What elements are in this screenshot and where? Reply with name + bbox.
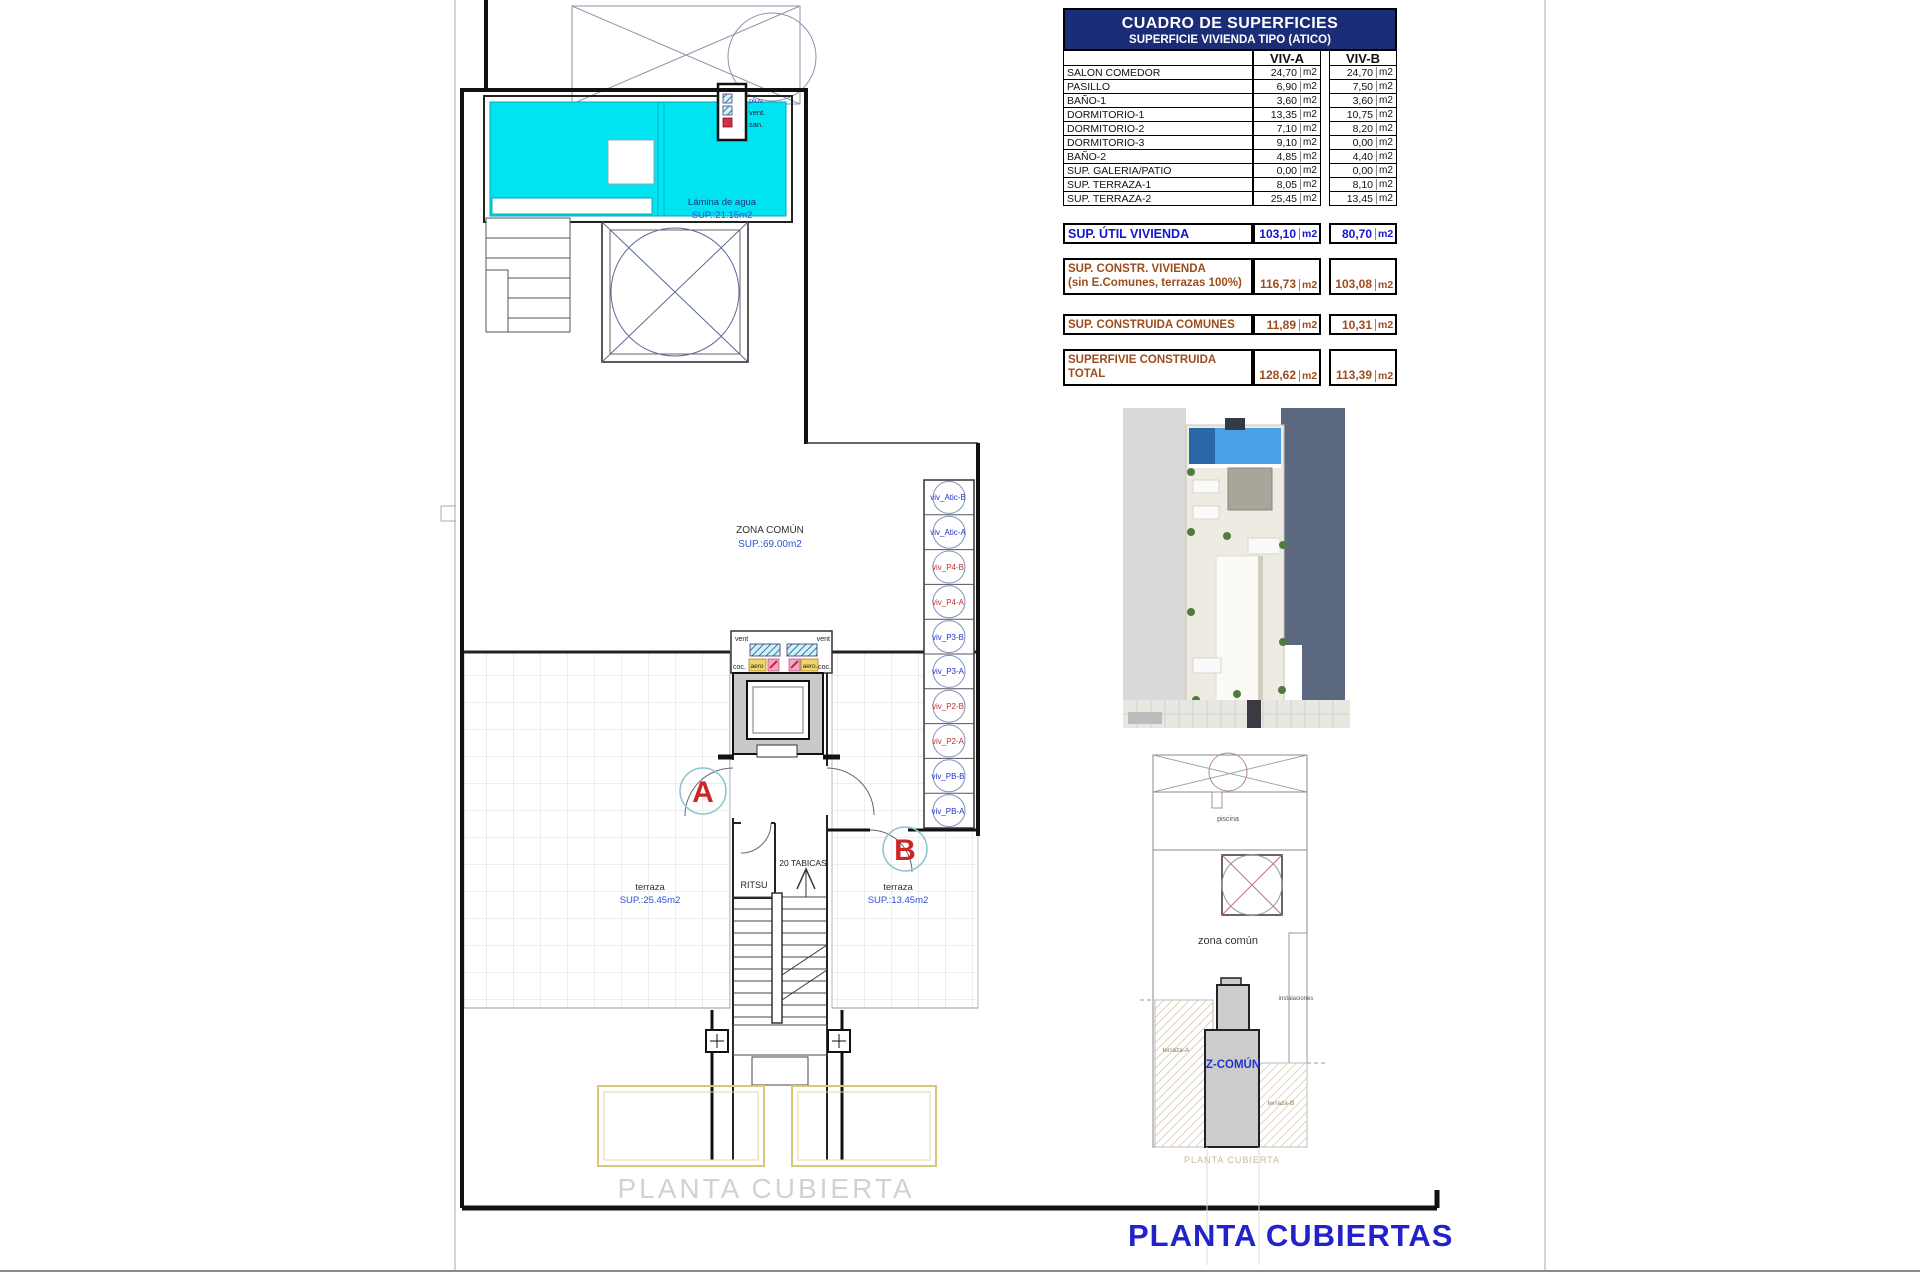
table-row — [1063, 121, 1397, 136]
row-label: SUP. ÚTIL VIVIENDA — [1063, 223, 1253, 244]
cell-a: 3,60 m2 — [1253, 93, 1321, 108]
cell-b: 10,31 m2 — [1329, 314, 1397, 335]
surface-table-header — [1063, 8, 1397, 51]
legend-vent-label: vent. — [749, 108, 766, 117]
keyplan-z-comun-label: Z-COMÚN — [1205, 1059, 1261, 1071]
table-row — [1063, 79, 1397, 94]
surface-table — [1063, 8, 1397, 386]
pluv-icon — [723, 94, 732, 103]
elevator — [733, 673, 823, 757]
cell-a: 13,35 m2 — [1253, 107, 1321, 122]
keyplan-instalaciones-label: instalaciones — [1278, 996, 1314, 1002]
legend-san-label: san. — [749, 120, 764, 129]
cell-a: 103,10 m2 — [1253, 223, 1321, 244]
cell-a: 7,10 m2 — [1253, 121, 1321, 136]
terraza-b-label: terraza — [883, 882, 913, 893]
riser-label: viv_P2-B — [931, 702, 965, 711]
vent-label: vent — [735, 636, 749, 643]
door-b-letter: B — [894, 834, 916, 867]
key-plan — [1140, 753, 1325, 1265]
column-viv-b: VIV-B — [1329, 50, 1397, 66]
cell-b: 8,20 m2 — [1329, 121, 1397, 136]
keyplan-caption: PLANTA CUBIERTA — [1183, 1155, 1281, 1165]
column-markers — [706, 1030, 850, 1052]
row-label: SUP. CONSTRUIDA COMUNES — [1063, 314, 1253, 335]
ritsu-room — [733, 823, 775, 898]
table-column-header-row — [1063, 50, 1397, 66]
table-row — [1063, 177, 1397, 192]
terrace-grids — [464, 652, 978, 1008]
cell-b: 0,00 m2 — [1329, 135, 1397, 150]
cell-a: 11,89 m2 — [1253, 314, 1321, 335]
table-row — [1063, 149, 1397, 164]
row-label: SALON COMEDOR — [1063, 65, 1253, 80]
riser-label: viv_P3-A — [931, 667, 965, 676]
keyplan-terraza-b-label: terraza-B — [1267, 1100, 1295, 1107]
pool-area-label: SUP.:21.15m2 — [691, 210, 753, 221]
coc-label: coc. — [818, 664, 831, 671]
table-row — [1063, 93, 1397, 108]
row-label: BAÑO-2 — [1063, 149, 1253, 164]
cell-a: 24,70 m2 — [1253, 65, 1321, 80]
comunes-total-row — [1063, 314, 1397, 335]
riser-shaft — [924, 480, 974, 828]
vent-label: vent — [816, 636, 830, 643]
cell-a: 116,73 m2 — [1253, 258, 1321, 295]
cell-a: 128,62 m2 — [1253, 349, 1321, 386]
san-icon — [723, 118, 732, 127]
riser-label: viv_Atic-B — [930, 493, 966, 502]
column-spacer — [1063, 50, 1253, 66]
riser-label: viv_P3-B — [931, 633, 965, 642]
riser-label: viv_P4-B — [931, 563, 965, 572]
table-row — [1063, 163, 1397, 178]
cell-a: 0,00 m2 — [1253, 163, 1321, 178]
riser-label: viv_P4-A — [931, 598, 965, 607]
row-label: SUPERFIVIE CONSTRUIDA TOTAL — [1063, 349, 1253, 386]
cell-a: 6,90 m2 — [1253, 79, 1321, 94]
table-subtitle: SUPERFICIE VIVIENDA TIPO (ATICO) — [1129, 34, 1331, 46]
aero-label: aero — [750, 663, 764, 670]
render-skylight — [1228, 468, 1272, 510]
row-label: DORMITORIO-3 — [1063, 135, 1253, 150]
legend-pluv-label: pluv. — [749, 96, 765, 105]
table-row — [1063, 65, 1397, 80]
row-label: SUP. CONSTR. VIVIENDA (sin E.Comunes, terrazas 100%) — [1063, 258, 1253, 295]
row-label: PASILLO — [1063, 79, 1253, 94]
tabicas-label: 20 TABICAS — [779, 858, 827, 868]
aero-label: aero. — [802, 663, 818, 670]
door-a-letter: A — [692, 776, 714, 809]
cell-a: 4,85 m2 — [1253, 149, 1321, 164]
cell-b: 8,10 m2 — [1329, 177, 1397, 192]
cell-b: 113,39 m2 — [1329, 349, 1397, 386]
terraza-a-label: terraza — [635, 882, 665, 893]
constr-total-row — [1063, 258, 1397, 295]
cell-a: 25,45 m2 — [1253, 191, 1321, 206]
terraza-b-area: SUP.:13.45m2 — [867, 895, 929, 906]
row-label: SUP. TERRAZA-1 — [1063, 177, 1253, 192]
cell-b: 7,50 m2 — [1329, 79, 1397, 94]
table-title: CUADRO DE SUPERFICIES — [1121, 15, 1339, 32]
row-label: DORMITORIO-2 — [1063, 121, 1253, 136]
grand-total-row — [1063, 349, 1397, 386]
keyplan-zona-comun-label: zona común — [1198, 935, 1258, 947]
table-row — [1063, 107, 1397, 122]
left-storage — [486, 218, 570, 332]
row-label: DORMITORIO-1 — [1063, 107, 1253, 122]
riser-label: viv_P2-A — [931, 737, 965, 746]
vent-duct-icon — [787, 644, 817, 656]
plan-watermark: PLANTA CUBIERTA — [617, 1173, 915, 1204]
render-3d — [1123, 408, 1350, 728]
cell-b: 103,08 m2 — [1329, 258, 1397, 295]
zona-comun-label — [736, 523, 804, 550]
cell-b: 3,60 m2 — [1329, 93, 1397, 108]
riser-label: viv_PB-B — [931, 772, 965, 781]
cell-b: 0,00 m2 — [1329, 163, 1397, 178]
awnings — [598, 1086, 936, 1166]
cell-b: 80,70 m2 — [1329, 223, 1397, 244]
sheet-title: PLANTA CUBIERTAS — [1128, 1218, 1454, 1253]
ritsu-label: RITSU — [740, 880, 768, 890]
cell-a: 9,10 m2 — [1253, 135, 1321, 150]
row-label: SUP. TERRAZA-2 — [1063, 191, 1253, 206]
cell-b: 4,40 m2 — [1329, 149, 1397, 164]
zona-comun-title: ZONA COMÚN — [736, 525, 804, 536]
keyplan-piscina-label: piscina — [1217, 816, 1239, 823]
row-label: BAÑO-1 — [1063, 93, 1253, 108]
vent-icon — [723, 106, 732, 115]
cell-b: 24,70 m2 — [1329, 65, 1397, 80]
cell-b: 10,75 m2 — [1329, 107, 1397, 122]
riser-label: viv_PB-A — [931, 807, 965, 816]
cell-a: 8,05 m2 — [1253, 177, 1321, 192]
riser-label: viv_Atic-A — [930, 528, 966, 537]
row-label: SUP. GALERIA/PATIO — [1063, 163, 1253, 178]
vent-duct-icon — [750, 644, 780, 656]
pool-label: Lámina de agua — [687, 197, 757, 208]
column-viv-a: VIV-A — [1253, 50, 1321, 66]
table-row — [1063, 191, 1397, 206]
skylight — [602, 222, 748, 362]
zona-comun-area: SUP.:69.00m2 — [738, 539, 802, 550]
cell-b: 13,45 m2 — [1329, 191, 1397, 206]
stair-stringer — [772, 893, 782, 1023]
table-row — [1063, 135, 1397, 150]
terraza-a-area: SUP.:25.45m2 — [619, 895, 681, 906]
keyplan-terraza-a-label: terraza-A — [1162, 1047, 1190, 1054]
coc-label: coc. — [733, 664, 746, 671]
util-total-row — [1063, 223, 1397, 244]
